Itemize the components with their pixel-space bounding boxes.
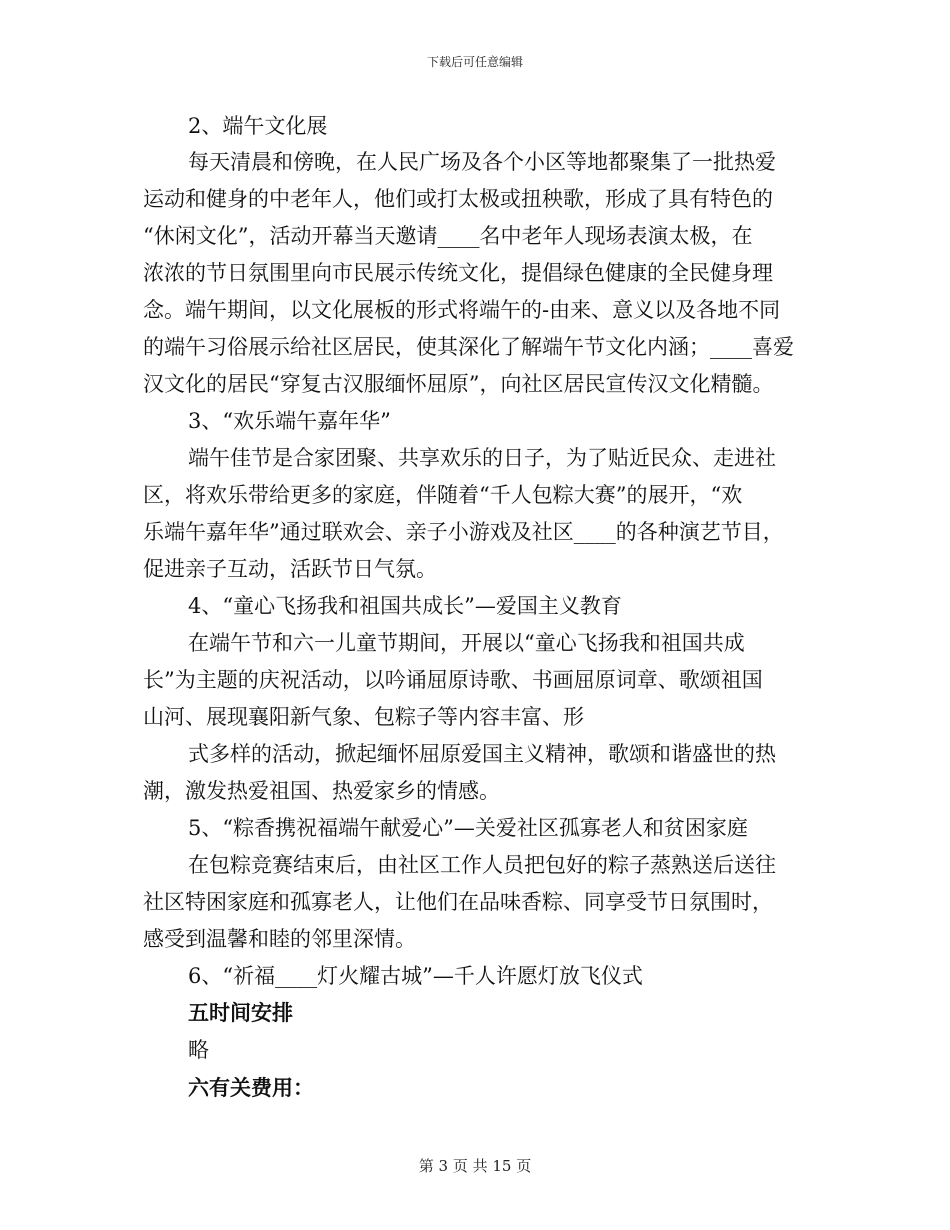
section-title-schedule: 五时间安排 [188,1001,293,1025]
paragraph-line: 式多样的活动，掀起缅怀屈原爱国主义精神，歌颂和谐盛世的热 [188,742,776,766]
section-heading-2: 2、端午文化展 [188,114,328,138]
paragraph-line: 略 [188,1038,209,1062]
page-footer: 第 3 页 共 15 页 [418,1157,532,1175]
paragraph-line: 的端午习俗展示给社区居民，使其深化了解端午节文化内涵；____喜爱 [143,335,794,359]
section-heading-6: 6、“祈福____灯火耀古城”—千人许愿灯放飞仪式 [188,964,643,988]
section-heading-3: 3、“欢乐端午嘉年华” [188,409,391,433]
paragraph-line: 念。端午期间，以文化展板的形式将端午的-由来、意义以及各地不同 [143,298,781,322]
paragraph-line: 在包粽竞赛结束后，由社区工作人员把包好的粽子蒸熟送后送往 [188,853,776,877]
paragraph-line: 社区特困家庭和孤寡老人，让他们在品味香粽、同享受节日氛围时， [143,890,773,914]
paragraph-line: 乐端午嘉年华”通过联欢会、亲子小游戏及社区____的各种演艺节目， [143,520,784,544]
paragraph-line: 端午佳节是合家团聚、共享欢乐的日子，为了贴近民众、走进社 [188,446,776,470]
paragraph-line: 长”为主题的庆祝活动，以吟诵屈原诗歌、书画屈原词章、歌颂祖国 [143,668,763,692]
paragraph-line: 促进亲子互动，活跃节日气氛。 [143,557,437,581]
page-header: 下载后可任意编辑 [426,55,523,69]
paragraph-line: 运动和健身的中老年人，他们或打太极或扭秧歌，形成了具有特色的 [143,187,773,211]
paragraph-line: 汉文化的居民“穿复古汉服缅怀屈原”，向社区居民宣传汉文化精髓。 [143,372,774,396]
paragraph-line: 山河、展现襄阳新气象、包粽子等内容丰富、形 [143,705,584,729]
paragraph-line: 区，将欢乐带给更多的家庭，伴随着“千人包粽大赛”的展开，“欢 [143,483,743,507]
section-title-costs: 六有关费用： [188,1076,314,1100]
paragraph-line: 感受到温馨和睦的邻里深情。 [143,927,416,951]
section-heading-5: 5、“粽香携祝福端午献爱心”—关爱社区孤寡老人和贫困家庭 [188,816,748,840]
paragraph-line: 在端午节和六一儿童节期间，开展以“童心飞扬我和祖国共成 [188,631,745,655]
paragraph-line: 潮，激发热爱祖国、热爱家乡的情感。 [143,779,500,803]
section-heading-4: 4、“童心飞扬我和祖国共成长”—爱国主义教育 [188,594,622,618]
paragraph-line: 每天清晨和傍晚，在人民广场及各个小区等地都聚集了一批热爱 [188,150,776,174]
paragraph-line: “休闲文化”，活动开幕当天邀请____名中老年人现场表演太极，在 [143,224,753,248]
paragraph-line: 浓浓的节日氛围里向市民展示传统文化，提倡绿色健康的全民健身理 [143,261,773,285]
